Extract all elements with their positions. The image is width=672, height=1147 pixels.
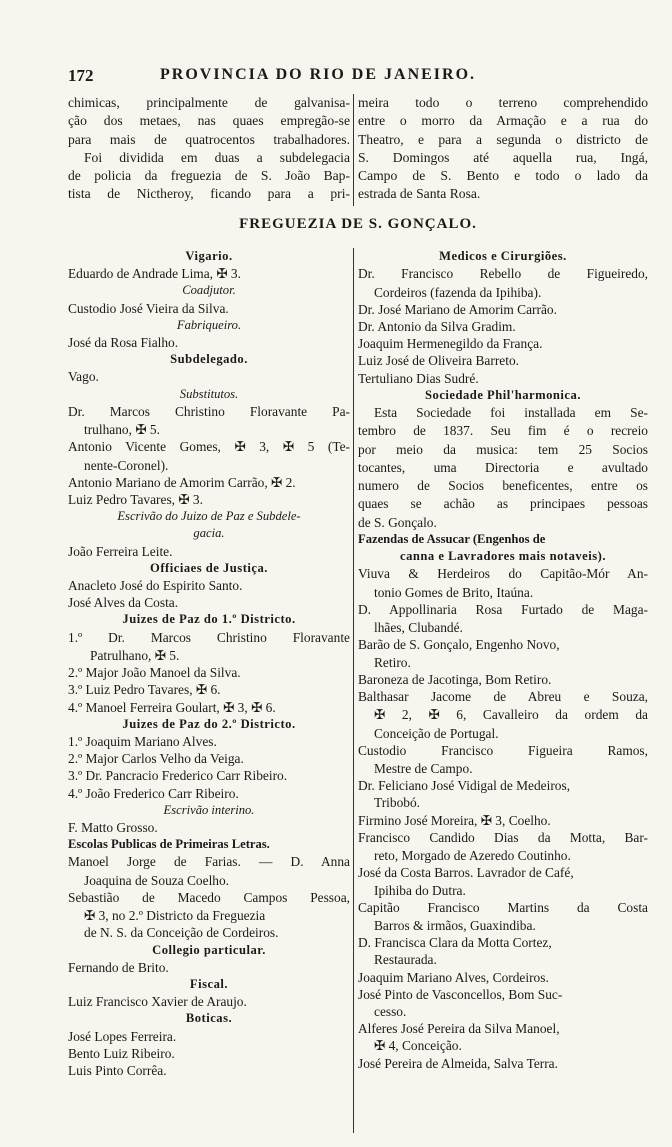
text-line: tista de Nictheroy, ficando para a pri- xyxy=(68,186,350,202)
heading: Subdelegado. xyxy=(170,352,248,367)
entry-line: João Ferreira Leite. xyxy=(68,543,173,559)
entry-line: 2.º Major Carlos Velho da Veiga. xyxy=(68,751,244,767)
entry-line: reto, Morgado de Azeredo Coutinho. xyxy=(374,848,571,864)
entry-line: Custodio José Vieira da Silva. xyxy=(68,300,229,316)
entry-line: José Alves da Costa. xyxy=(68,595,179,611)
entry-line: Joaquim Mariano Alves, Cordeiros. xyxy=(358,969,549,985)
entry-line: Luis Pinto Corrêa. xyxy=(68,1063,167,1079)
text-line: chimicas, principalmente de galvanisa- xyxy=(68,95,350,110)
entry-line: numero de Socios beneficentes, entre os xyxy=(358,478,648,494)
heading: Boticas. xyxy=(185,1011,233,1026)
running-title: PROVINCIA DO RIO DE JANEIRO. xyxy=(160,66,477,83)
entry-line: Dr. José Mariano de Amorim Carrão. xyxy=(358,301,557,317)
text-line: Foi dividida em duas a subdelegacia xyxy=(84,149,350,165)
entry-line: cesso. xyxy=(374,1004,407,1020)
entry-line: por meio da musica: tem 25 Socios xyxy=(358,441,648,457)
entry-line: Dr. Antonio da Silva Gradim. xyxy=(358,318,516,334)
entry-line: Sebastião de Macedo Campos Pessoa, xyxy=(68,889,350,905)
heading: Juizes de Paz do 2.º Districto. xyxy=(122,716,296,731)
entry-line: José da Costa Barros. Lavrador de Café, xyxy=(358,865,574,881)
entry-line: Mestre de Campo. xyxy=(374,761,473,777)
entry-line: Tribobó. xyxy=(374,795,421,811)
entry-line: Balthasar Jacome de Abreu e Souza, xyxy=(358,688,648,704)
entry-line: 4.º João Frederico Carr Ribeiro. xyxy=(68,785,239,801)
entry-line: Barros & irmãos, Guaxindiba. xyxy=(374,918,536,934)
heading: Collegio particular. xyxy=(152,942,266,957)
entry-line: Conceição de Portugal. xyxy=(374,725,499,741)
entry-line: Dr. Feliciano José Vidigal de Medeiros, xyxy=(358,778,571,794)
text-line: estrada de Santa Rosa. xyxy=(358,186,481,202)
text-line: de policia da freguezia de S. João Bap- xyxy=(68,168,350,184)
entry-line: Ipihiba do Dutra. xyxy=(374,882,466,898)
entry-line: Anacleto José do Espirito Santo. xyxy=(68,578,243,594)
page-number: 172 xyxy=(68,66,94,85)
heading: canna e Lavradores mais notaveis). xyxy=(399,549,607,564)
left-column xyxy=(68,248,350,1079)
heading: Vigario. xyxy=(185,249,233,263)
entry-line: Tertuliano Dias Sudré. xyxy=(358,370,479,386)
heading: Juizes de Paz do 1.º Districto. xyxy=(122,612,296,627)
entry-line: Dr. Francisco Rebello de Figueiredo, xyxy=(358,266,648,282)
entry-line: Vago. xyxy=(68,369,99,385)
entry-line: Viuva & Herdeiros do Capitão-Mór An- xyxy=(358,566,648,582)
entry-line: ✠ 2, ✠ 6, Cavalleiro da ordem da xyxy=(374,707,648,723)
entry-line: Joaquina de Souza Coelho. xyxy=(84,872,230,888)
entry-line: 1.º Dr. Marcos Christino Floravante xyxy=(68,629,350,645)
entry-line: lhães, Clubandé. xyxy=(374,620,463,636)
text-line: meira todo o terreno comprehendido xyxy=(358,95,648,110)
subheading: Escrivão do Juizo de Paz e Subdele- xyxy=(117,509,301,524)
entry-line: Antonio Vicente Gomes, ✠ 3, ✠ 5 (Te- xyxy=(68,439,350,455)
heading: Escolas Publicas de Primeiras Letras. xyxy=(68,837,270,852)
text-line: S. Domingos até aquella rua, Ingá, xyxy=(358,149,648,165)
entry-line: Eduardo de Andrade Lima, ✠ 3. xyxy=(68,266,241,282)
entry-line: Antonio Mariano de Amorim Carrão, ✠ 2. xyxy=(68,474,296,490)
entry-line: de S. Gonçalo. xyxy=(358,514,437,530)
heading: Medicos e Cirurgiões. xyxy=(439,249,567,263)
entry-line: tembro de 1837. Seu fim é o recreio xyxy=(358,423,648,439)
entry-line: Patrulhano, ✠ 5. xyxy=(90,647,180,663)
entry-line: D. Appollinaria Rosa Furtado de Maga- xyxy=(358,601,648,617)
heading: Fiscal. xyxy=(189,977,229,991)
section-title: FREGUEZIA DE S. GONÇALO. xyxy=(239,216,477,232)
entry-line: Cordeiros (fazenda da Ipihiba). xyxy=(374,284,542,300)
entry-line: Esta Sociedade foi installada em Se- xyxy=(374,404,648,420)
heading: Sociedade Phil'harmonica. xyxy=(425,387,581,402)
entry-line: José Pereira de Almeida, Salva Terra. xyxy=(358,1055,558,1071)
entry-line: quaes se achão as principaes pessoas xyxy=(358,496,648,512)
entry-line: Luiz Pedro Tavares, ✠ 3. xyxy=(68,492,203,508)
text-line: ção dos metaes, nas quaes empregão-se xyxy=(68,113,350,129)
entry-line: Luiz Francisco Xavier de Araujo. xyxy=(68,994,247,1010)
entry-line: Dr. Marcos Christino Floravante Pa- xyxy=(68,403,350,419)
text-line: Theatro, e para a segunda o districto de xyxy=(358,131,648,147)
intro-paragraph xyxy=(68,94,648,206)
entry-line: Capitão Francisco Martins da Costa xyxy=(358,899,648,915)
page-header xyxy=(68,66,648,88)
entry-line: Retiro. xyxy=(374,654,411,670)
entry-line: D. Francisca Clara da Motta Cortez, xyxy=(358,935,552,951)
subheading: Coadjutor. xyxy=(182,283,236,298)
entry-line: Joaquim Hermenegildo da França. xyxy=(358,336,543,352)
entry-line: José Lopes Ferreira. xyxy=(68,1028,177,1044)
entry-line: Manoel Jorge de Farias. — D. Anna xyxy=(68,854,350,870)
intro-left-column xyxy=(68,94,350,204)
entry-line: nente-Coronel). xyxy=(84,457,169,473)
entry-line: 4.º Manoel Ferreira Goulart, ✠ 3, ✠ 6. xyxy=(68,699,276,715)
entry-line: 3.º Luiz Pedro Tavares, ✠ 6. xyxy=(68,682,221,698)
subheading: Substitutos. xyxy=(179,386,239,401)
entry-line: José Pinto de Vasconcellos, Bom Suc- xyxy=(358,986,563,1002)
entry-line: 3.º Dr. Pancracio Frederico Carr Ribeiro. xyxy=(68,768,288,784)
entry-line: ✠ 4, Conceição. xyxy=(374,1038,462,1054)
subheading: gacia. xyxy=(193,526,225,541)
entry-line: 1.º Joaquim Mariano Alves. xyxy=(68,733,217,749)
entry-line: Luiz José de Oliveira Barreto. xyxy=(358,353,520,369)
entry-line: 2.º Major João Manoel da Silva. xyxy=(68,665,241,681)
entry-line: ✠ 3, no 2.º Districto da Freguezia xyxy=(84,908,266,924)
text-line: Campo de S. Bento e todo o lado da xyxy=(358,168,648,184)
entry-line: Barão de S. Gonçalo, Engenho Novo, xyxy=(358,637,560,653)
column-divider xyxy=(353,94,354,206)
column-divider xyxy=(353,248,354,1133)
entry-line: F. Matto Grosso. xyxy=(68,819,158,835)
heading: Fazendas de Assucar (Engenhos de xyxy=(358,531,546,546)
subheading: Fabriqueiro. xyxy=(176,317,242,332)
entry-line: Fernando de Brito. xyxy=(68,959,169,975)
entry-line: Alferes José Pereira da Silva Manoel, xyxy=(358,1021,560,1037)
subheading: Escrivão interino. xyxy=(163,802,255,817)
heading: Officiaes de Justiça. xyxy=(150,560,268,575)
entry-line: Custodio Francisco Figueira Ramos, xyxy=(358,742,648,758)
entry-line: Francisco Candido Dias da Motta, Bar- xyxy=(358,829,648,845)
directory-body xyxy=(68,248,648,1133)
text-line: para mais de quatrocentos trabalhadores. xyxy=(68,131,350,147)
entry-line: trulhano, ✠ 5. xyxy=(84,422,160,438)
entry-line: de N. S. da Conceição de Cordeiros. xyxy=(84,925,279,941)
entry-line: José da Rosa Fialho. xyxy=(68,335,179,351)
entry-line: Restaurada. xyxy=(374,952,437,968)
intro-right-column xyxy=(358,94,648,204)
right-column xyxy=(358,248,648,1072)
entry-line: tocantes, uma Directoria e avultado xyxy=(358,459,648,475)
text-line: entre o morro da Armação e a rua do xyxy=(358,113,648,129)
entry-line: Baroneza de Jacotinga, Bom Retiro. xyxy=(358,671,552,687)
entry-line: tonio Gomes de Brito, Itaúna. xyxy=(374,584,534,600)
entry-line: Bento Luiz Ribeiro. xyxy=(68,1045,175,1061)
entry-line: Firmino José Moreira, ✠ 3, Coelho. xyxy=(358,812,551,828)
